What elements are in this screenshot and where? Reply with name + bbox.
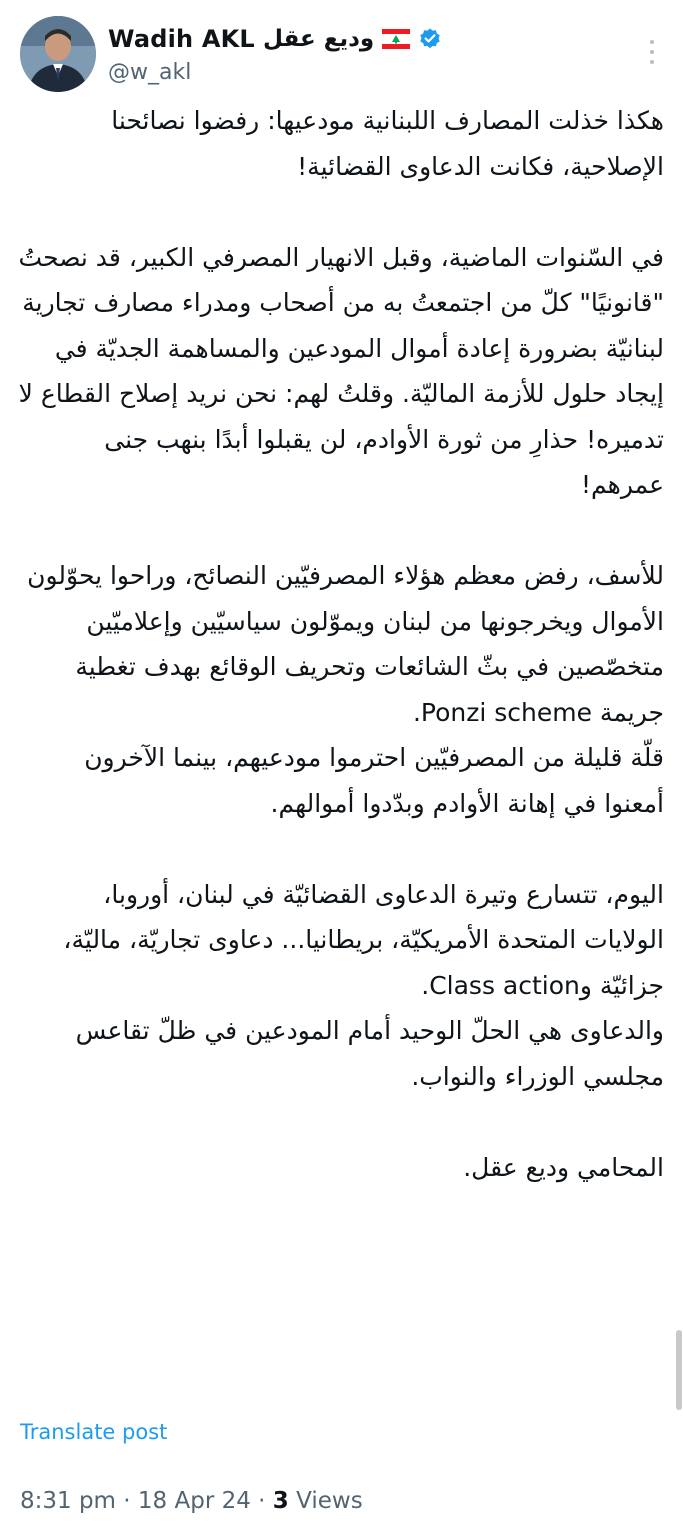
post-time[interactable]: 8:31 pm [20,1488,116,1514]
tweet-paragraph-6: والدعاوى هي الحلّ الوحيد أمام المودعين في ظلّ تقاعس مجلسي الوزراء والنواب. [75,1016,664,1091]
views-label: Views [296,1488,363,1514]
tweet-paragraph-3: للأسف، رفض معظم هؤلاء المصرفيّين النصائح، وراحوا يحوّلون الأموال ويخرجونها من لبنان ويموّلون سياسيّين وإعلاميّين متخصّصين في بثّ الشائعات وتحريف الوقائع بهدف تغطية جريمة Ponzi scheme. [27,561,664,727]
display-name[interactable]: Wadih AKL [108,25,255,53]
tweet-paragraph-7: المحامي وديع عقل. [463,1152,664,1182]
more-dot [650,40,654,44]
translate-post-link[interactable]: Translate post [20,1420,168,1444]
post-date[interactable]: 18 Apr 24 [137,1488,251,1514]
tweet-paragraph-1: هكذا خذلت المصارف اللبنانية مودعيها: رفضوا نصائحنا الإصلاحية، فكانت الدعاوى القضائية! [111,106,664,181]
tweet-paragraph-4: قلّة قليلة من المصرفيّين احترموا مودعيهم، بينما الآخرون أمعنوا في إهانة الأوادم وبدّدوا أموالهم. [84,743,664,818]
paragraph-gap [18,826,664,872]
more-dot [650,50,654,54]
verified-badge-icon [418,27,442,51]
views-count: 3 [272,1488,289,1514]
avatar-image [20,16,96,92]
user-handle[interactable]: @w_akl [108,60,192,85]
tweet-text [18,98,664,1190]
paragraph-gap [18,508,664,554]
meta-separator: · [123,1488,131,1514]
paragraph-gap [18,1099,664,1145]
scrollbar-thumb[interactable] [676,1330,682,1410]
avatar[interactable] [20,16,96,92]
lebanon-flag-icon [382,29,410,49]
more-dot [650,60,654,64]
meta-separator: · [258,1488,266,1514]
tweet-header [0,0,683,100]
tweet-paragraph-2: في السّنوات الماضية، وقبل الانهيار المصرفي الكبير، قد نصحتُ "قانونيًا" كلّ من اجتمعتُ به من أصحاب ومدراء مصارف تجارية لبنانيّة بضرورة إعادة أموال المودعين والمساهمة الجديّة في إيجاد حلول للأزمة الماليّة. وقلتُ لهم: نحن نريد إصلاح القطاع لا تدميره! حذارِ من ثورة الأوادم، لن يقبلوا أبدًا بنهب جنى عمرهم! [18,242,664,499]
name-row[interactable] [108,22,442,56]
arabic-name[interactable]: وديع عقل [262,26,375,52]
more-options-icon[interactable] [640,32,664,72]
tweet-meta [20,1488,363,1514]
paragraph-gap [18,189,664,235]
tweet-paragraph-5: اليوم، تتسارع وتيرة الدعاوى القضائيّة في لبنان، أوروبا، الولايات المتحدة الأمريكيّة، بريطانيا... دعاوى تجاريّة، ماليّة، جزائيّة وClass action. [63,879,664,1000]
